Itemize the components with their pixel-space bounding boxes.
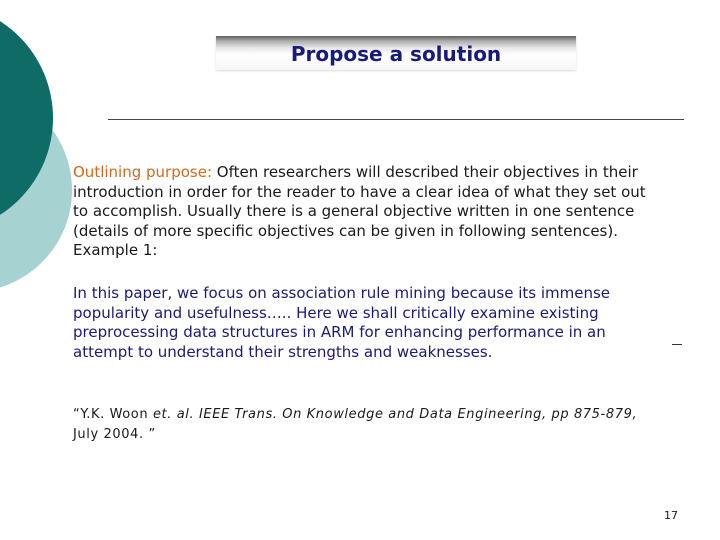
paragraph-outlining-purpose bbox=[73, 163, 653, 261]
page-number: 17 bbox=[664, 509, 678, 522]
citation-journal: IEEE Trans. On Knowledge and Data Engineering, pp 875-879, bbox=[194, 407, 638, 422]
slide-title: Propose a solution bbox=[290, 42, 502, 66]
citation-close: July 2004. ” bbox=[73, 427, 156, 442]
citation-etal: et. al. bbox=[152, 407, 195, 422]
dash-mark bbox=[672, 344, 682, 345]
paragraph-lead: Outlining purpose bbox=[73, 163, 207, 181]
title-divider bbox=[108, 119, 684, 120]
citation bbox=[73, 405, 653, 445]
citation-open: “Y.K. Woon bbox=[73, 407, 153, 422]
paragraph-lead-separator: : bbox=[206, 163, 213, 181]
title-bar bbox=[216, 36, 576, 70]
paragraph-body: Often researchers will described their objectives in their introduction in order for the reader to have a clear idea of what they set out to accomplish. Usually there is a general objective written in one sentence (details of more specific objectives can be given in following sentences). Example 1: bbox=[73, 163, 646, 259]
paragraph-example-quote: In this paper, we focus on association rule mining because its immense popularity and usefulness….. Here we shall critically examine existing preprocessing data structures in ARM for enhancing performance in an attempt to understand their strengths and weaknesses. bbox=[73, 284, 611, 361]
